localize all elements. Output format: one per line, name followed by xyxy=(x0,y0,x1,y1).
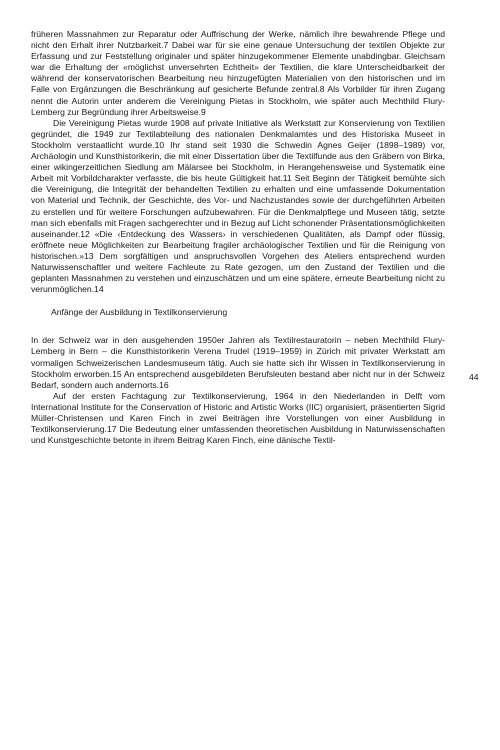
document-page xyxy=(31,29,445,446)
section-heading: Anfänge der Ausbildung in Textilkonservierung xyxy=(51,307,228,318)
body-paragraph-4: Auf der ersten Fachtagung zur Textilkonservierung, 1964 in den Niederlanden in Delft vom International Institute for the Conservation of Historic and Artistic Works (IIC) organisiert, präsentierten Sigrid Müller-Christensen und Karen Finch in zwei Beiträgen ihre Vorstellungen von einer Ausbildung in Textilkonservierung.17 Die Bedeutung einer umfassenden theoretischen Ausbildung in Naturwissenschaften und Kunstgeschichte betonte in ihrem Beitrag Karen Finch, eine dänische Textil- xyxy=(31,390,445,446)
body-paragraph-2: Die Vereinigung Pietas wurde 1908 auf private Initiative als Werkstatt zur Konservierung von Textilien gegründet, die 1949 zur Textilabteilung des nationalen Denkmalamtes und des Historiska Museet in Stockholm verstaatlicht wurde.10 Ihr stand seit 1930 die Schwedin Agnes Geijer (1898–1989) vor, Archäologin und Kunsthistorikerin, die mit einer Dissertation über die Textilfunde aus den Gräbern von Birka, einer wikingerzeitlichen Siedlung am Mälarsee bei Stockholm, in Herangehensweise und Systematik eine Arbeit mit Vorbildcharakter verfasste, die bis heute Gültigkeit hat.11 Seit Beginn der Tätigkeit bemühte sich die Vereinigung, die Integrität der behandelten Textilien zu erhalten und eine umfassende Dokumentation von Material und Technik, der Geschichte, des Vor- und Nachzustandes sowie der durchgeführten Arbeiten zu erstellen und für weitere Forschungen aufzubewahren. Für die Denkmalpflege und Museen tätig, setzte man sich ebenfalls mit Fragen sachgerechter und in Bezug auf Licht schonender Präsentationsmöglichkeiten auseinander.12 «Die ‹Entdeckung des Wassers› in verschiedenen Qualitäten, als Dampf oder flüssig, eröffnete neue Möglichkeiten zur Bearbeitung fragiler archäologischer Textilien und für die Reinigung von historischen.»13 Dem sorgfältigen und anspruchsvollen Vorgehen des Ateliers entsprechend wurden Naturwissenschaftler und weitere Fachleute zu Rate gezogen, um den Zustand der Textilien und die geplanten Massnahmen zu verstehen und einzuschätzen und um eine spätere, erneute Bearbeitung nicht zu verunmöglichen.14 xyxy=(31,117,445,295)
page-number: 44 xyxy=(469,372,479,382)
body-paragraph-1: früheren Massnahmen zur Reparatur oder Auffrischung der Werke, nämlich ihre bewahrende Pflege und nicht den Erhalt ihrer Nutzbarkeit.7 Dabei war für sie eine genaue Untersuchung der textilen Objekte zur Erfassung und zur Feststellung originaler und später hinzugekommener Elemente unabdingbar. Gleichsam war die Erhaltung der «möglichst unversehrten Echtheit» der Textilien, die klare Unterscheidbarkeit der während der konservatorischen Bearbeitung neu hinzugefügten Materialien von den historischen und im Falle von Ergänzungen die Beschränkung auf gesicherte Befunde zentral.8 Als Vorbilder für ihren Zugang nennt die Autorin unter anderem die Vereinigung Pietas in Stockholm, wie später auch Mechthild Flury-Lemberg zur Begründung ihrer Arbeitsweise.9 xyxy=(31,29,445,117)
body-paragraph-3: In der Schweiz war in den ausgehenden 1950er Jahren als Textilrestauratorin – neben Mechthild Flury-Lemberg in Bern – die Kunsthistorikerin Verena Trudel (1919–1959) in Zürich mit privater Werkstatt am vormaligen Schweizerischen Landesmuseum tätig. Auch sie hatte sich ihr Wissen in Textilkonservierung in Stockholm erworben.15 An entsprechend ausgebildeten Berufsleuten bestand aber nicht nur in der Schweiz Bedarf, sondern auch andernorts.16 xyxy=(31,335,445,390)
